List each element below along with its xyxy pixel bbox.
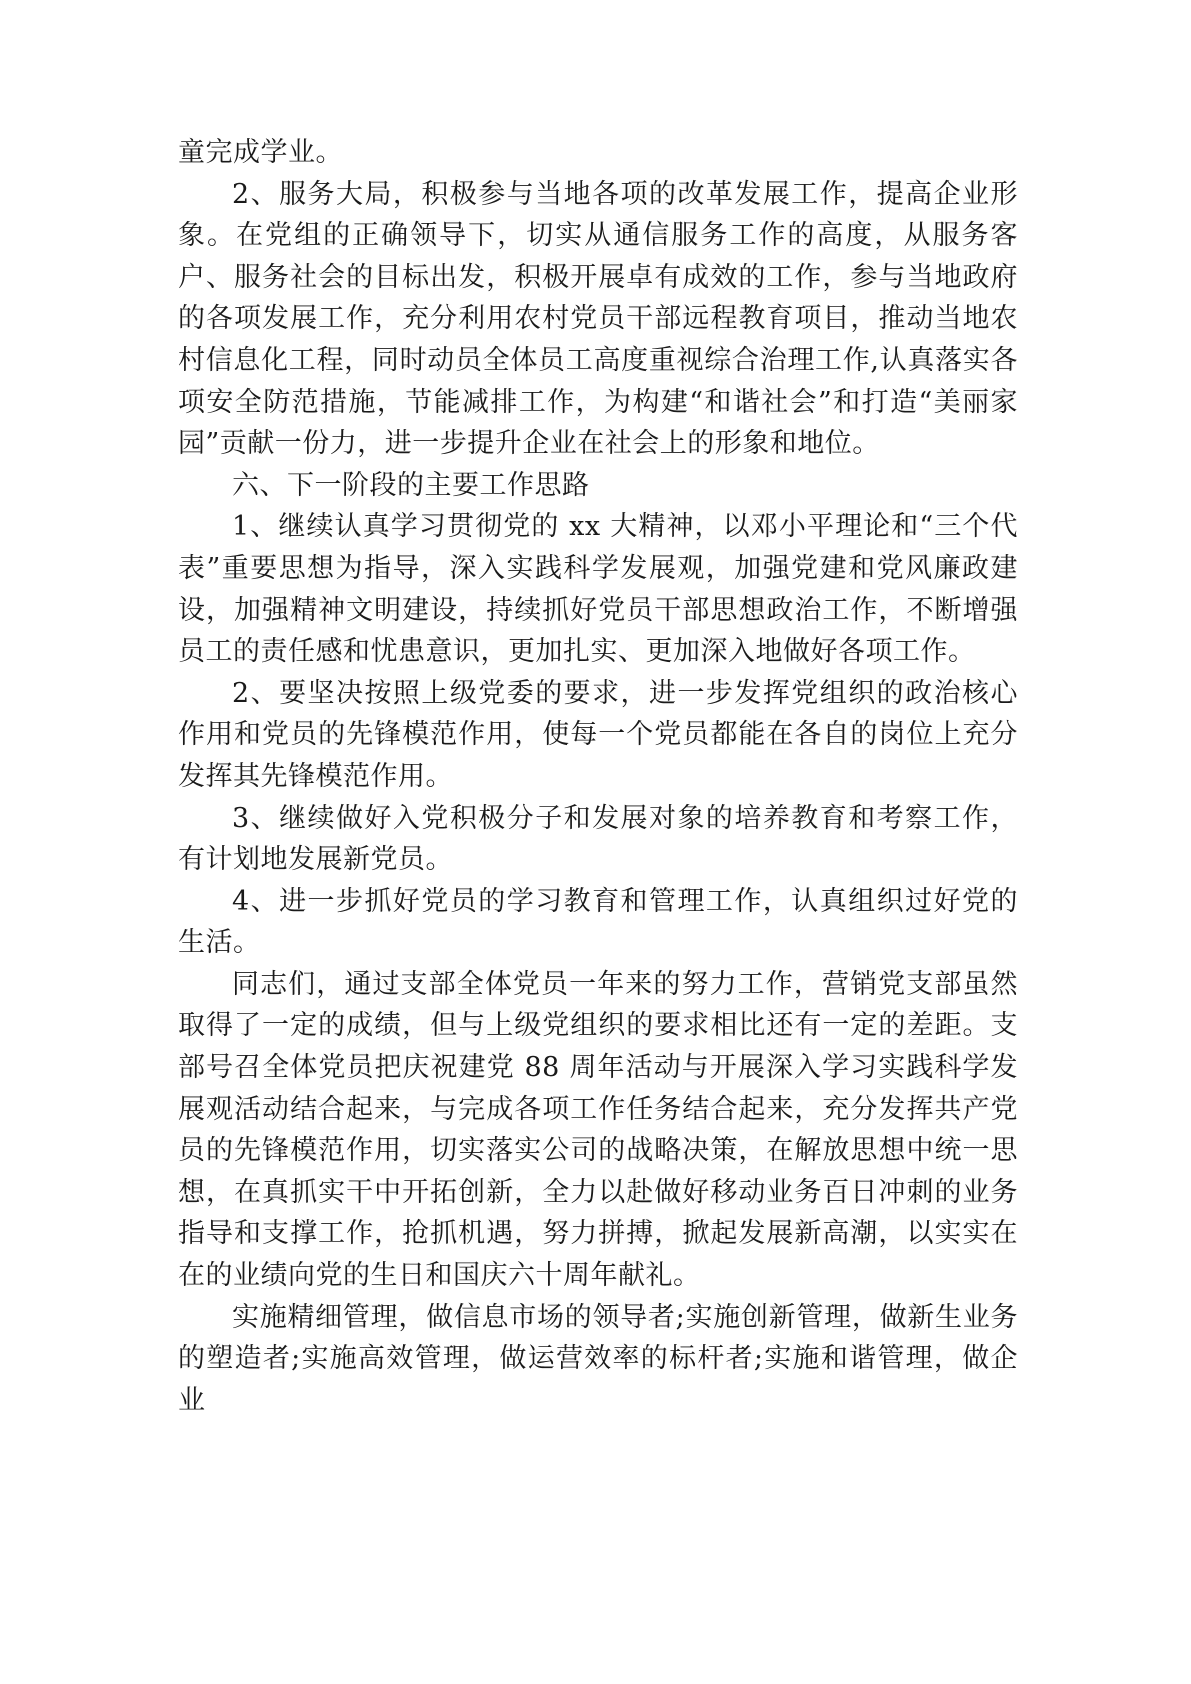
paragraph-management: 实施精细管理，做信息市场的领导者;实施创新管理，做新生业务的塑造者;实施高效管理，做运营效率的标杆者;实施和谐管理，做企业 bbox=[178, 1301, 1018, 1416]
paragraph-item-4-education: 4、进一步抓好党员的学习教育和管理工作，认真组织过好党的生活。 bbox=[178, 885, 1018, 959]
section-heading-next-phase: 六、下一阶段的主要工作思路 bbox=[232, 469, 590, 501]
paragraph-item-3-members: 3、继续做好入党积极分子和发展对象的培养教育和考察工作，有计划地发展新党员。 bbox=[178, 802, 1018, 876]
paragraph-item-2-party: 2、要坚决按照上级党委的要求，进一步发挥党组织的政治核心作用和党员的先锋模范作用，使每一个党员都能在各自的岗位上充分发挥其先锋模范作用。 bbox=[178, 677, 1018, 792]
document-page bbox=[178, 132, 1018, 1421]
paragraph-item-1-study: 1、继续认真学习贯彻党的 xx 大精神，以邓小平理论和“三个代表”重要思想为指导，深入实践科学发展观，加强党建和党风廉政建设，加强精神文明建设，持续抓好党员干部思想政治工作，不断增强员工的责任感和忧患意识，更加扎实、更加深入地做好各项工作。 bbox=[178, 511, 1018, 668]
paragraph-continuation: 童完成学业。 bbox=[178, 137, 343, 168]
paragraph-comrades: 同志们，通过支部全体党员一年来的努力工作，营销党支部虽然取得了一定的成绩，但与上级党组织的要求相比还有一定的差距。支部号召全体党员把庆祝建党 88 周年活动与开展深入学习实践科学发展观活动结合起来，与完成各项工作任务结合起来，充分发挥共产党员的先锋模范作用，切实落实公司的战略决策，在解放思想中统一思想，在真抓实干中开拓创新，全力以赴做好移动业务百日冲刺的业务指导和支撑工作，抢抓机遇，努力拼搏，掀起发展新高潮，以实实在在的业绩向党的生日和国庆六十周年献礼。 bbox=[178, 968, 1018, 1292]
paragraph-item-2-service: 2、服务大局，积极参与当地各项的改革发展工作，提高企业形象。在党组的正确领导下，切实从通信服务工作的高度，从服务客户、服务社会的目标出发，积极开展卓有成效的工作，参与当地政府的各项发展工作，充分利用农村党员干部远程教育项目，推动当地农村信息化工程，同时动员全体员工高度重视综合治理工作,认真落实各项安全防范措施，节能减排工作，为构建“和谐社会”和打造“美丽家园”贡献一份力，进一步提升企业在社会上的形象和地位。 bbox=[178, 178, 1018, 460]
